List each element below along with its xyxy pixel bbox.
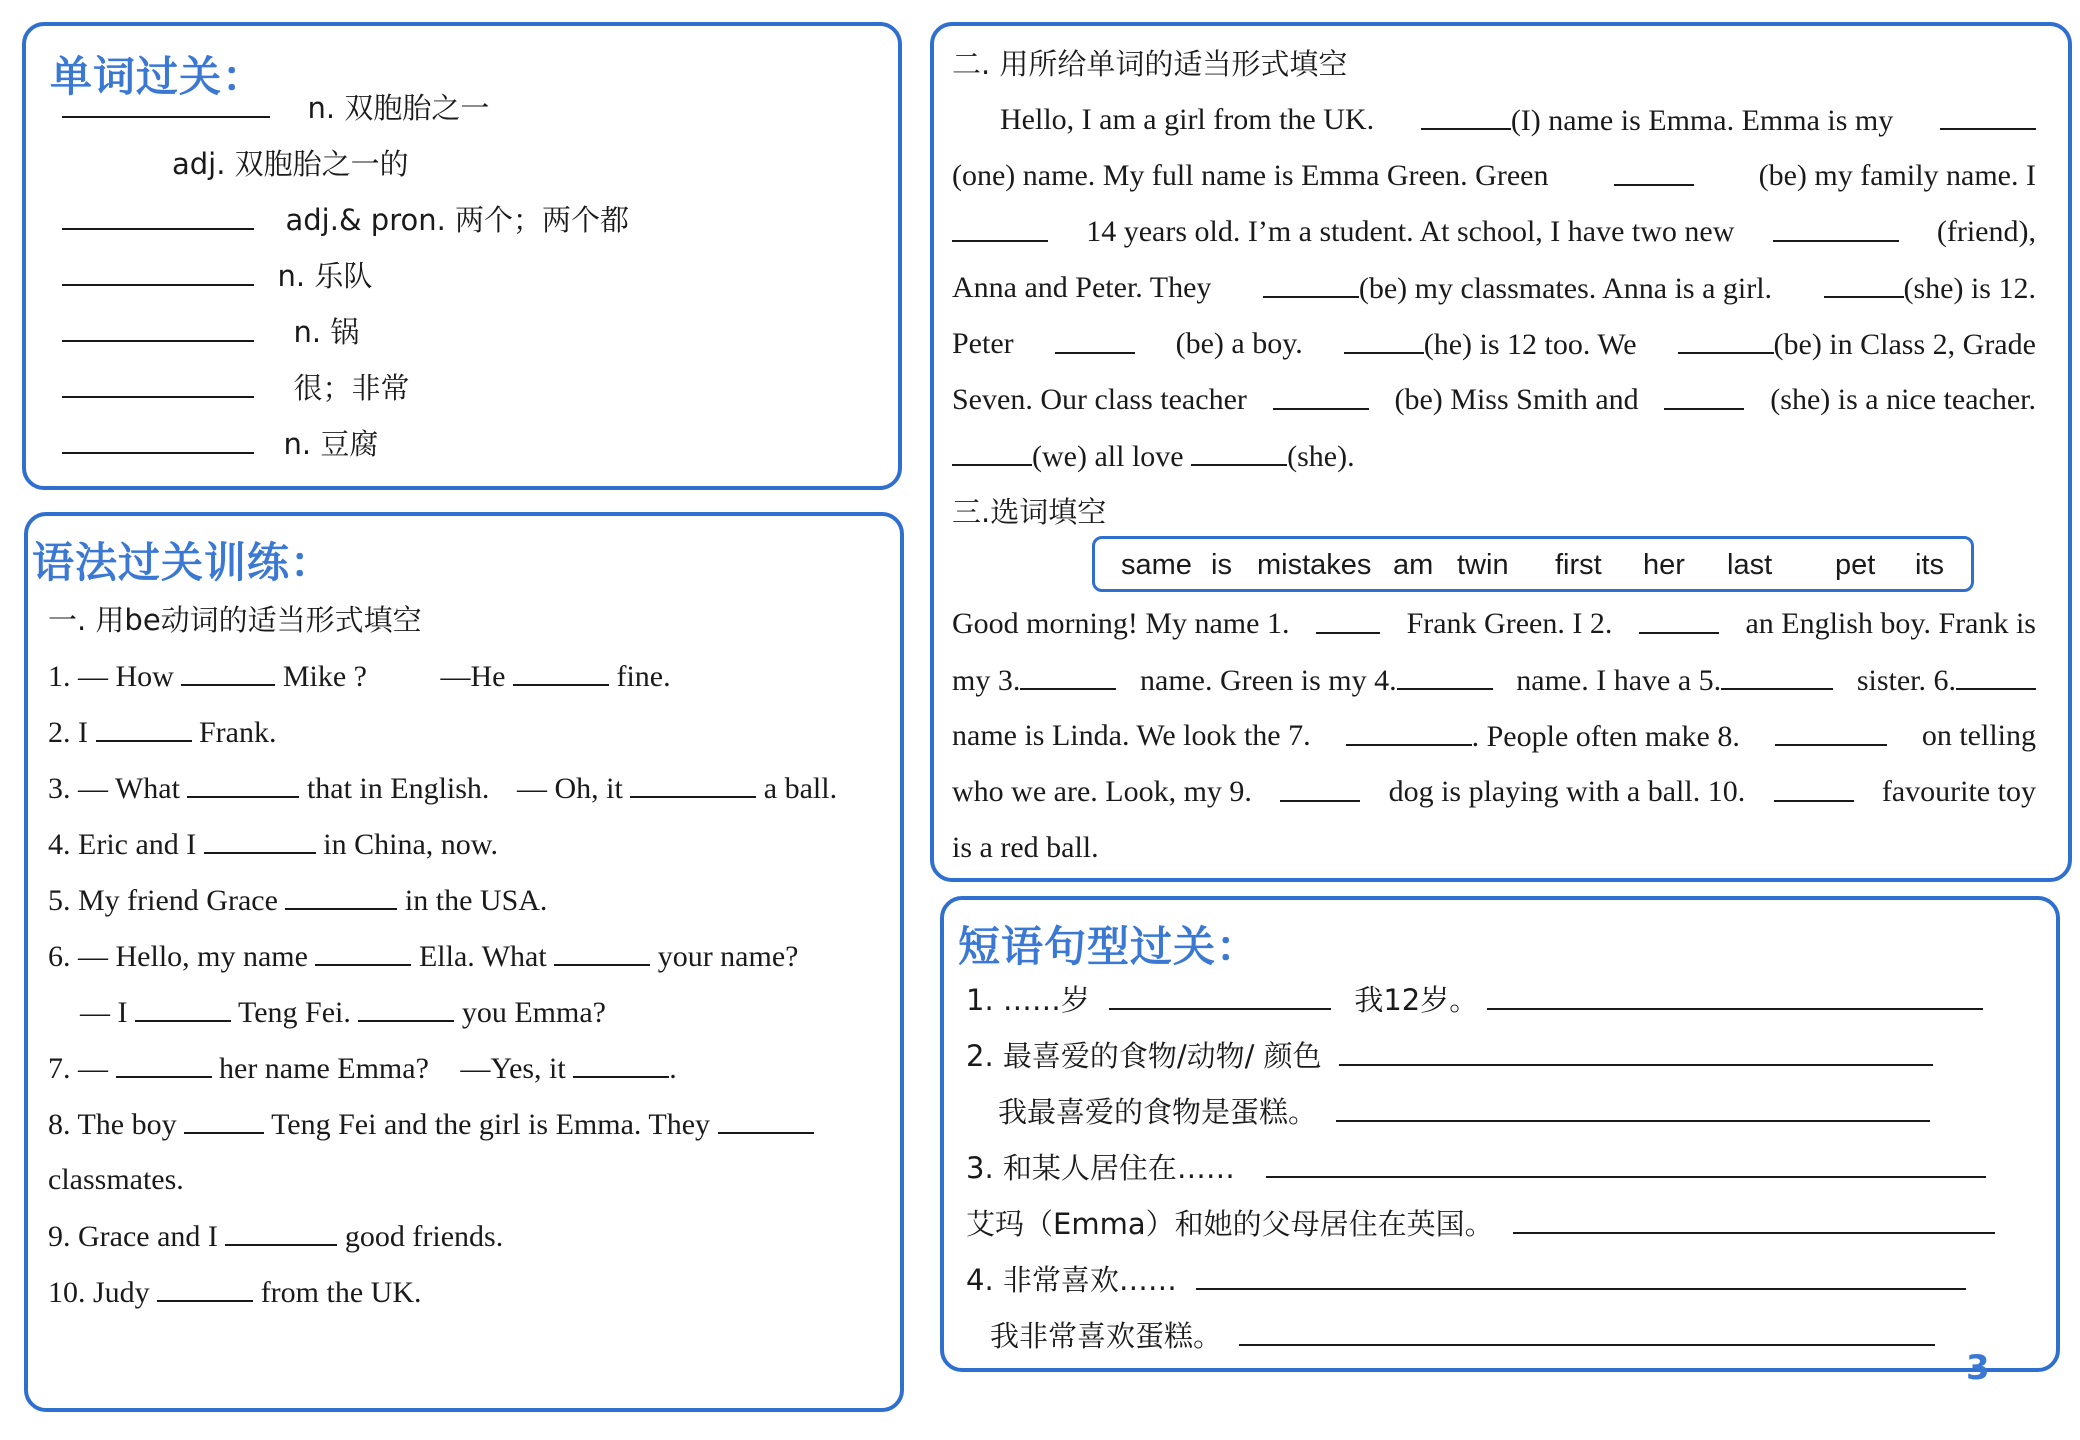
grammar-q4: 4. Eric and I in China, now. <box>48 824 498 865</box>
page-number: 3 <box>1966 1348 1990 1388</box>
phrase-1: 1. ……岁 我12岁。 <box>966 980 1983 1020</box>
answer-blank[interactable] <box>62 424 254 454</box>
vocab-item-6: 很；非常 <box>62 368 410 409</box>
vocab-item-5: n. 锅 <box>62 312 359 353</box>
answer-blank[interactable] <box>62 256 254 286</box>
answer-blank[interactable] <box>285 880 397 910</box>
passage-line-5: Peter (be) a boy. (he) is 12 too. We (be) in Class 2, Grade <box>952 324 2036 365</box>
passage-line-4: Anna and Peter. They (be) my classmates. Anna is a girl. (she) is 12. <box>952 268 2036 309</box>
word-bank-word: am <box>1393 549 1434 581</box>
phrase-4-example: 我非常喜欢蛋糕。 <box>990 1316 1935 1356</box>
answer-blank[interactable] <box>1956 660 2036 690</box>
answer-blank[interactable] <box>62 200 254 230</box>
answer-blank[interactable] <box>573 1048 669 1078</box>
answer-blank[interactable] <box>1346 716 1472 746</box>
answer-blank[interactable] <box>1055 324 1135 354</box>
answer-blank[interactable] <box>184 1104 264 1134</box>
grammar-q1: 1. — How Mike ? —He fine. <box>48 656 671 697</box>
answer-blank[interactable] <box>1263 268 1359 298</box>
answer-blank[interactable] <box>1639 604 1719 634</box>
passage-line-1: Hello, I am a girl from the UK. (I) name is Emma. Emma is my <box>1000 100 2036 141</box>
answer-blank[interactable] <box>1316 604 1380 634</box>
answer-blank[interactable] <box>358 992 454 1022</box>
answer-blank[interactable] <box>1824 268 1904 298</box>
answer-blank[interactable] <box>1191 436 1287 466</box>
answer-blank[interactable] <box>513 656 609 686</box>
grammar-q6: 6. — Hello, my name Ella. What your name? <box>48 936 798 977</box>
answer-blank[interactable] <box>1339 1036 1933 1066</box>
answer-blank[interactable] <box>1273 380 1369 410</box>
answer-blank[interactable] <box>1239 1316 1935 1346</box>
vocab-item-1: n. 双胞胎之一 <box>62 88 489 129</box>
grammar-q8-cont: classmates. <box>48 1163 184 1196</box>
grammar-q2: 2. I Frank. <box>48 712 277 753</box>
grammar-q8: 8. The boy Teng Fei and the girl is Emma. They <box>48 1104 814 1145</box>
phrase-2-example: 我最喜爱的食物是蛋糕。 <box>998 1092 1930 1132</box>
word-bank-word: same <box>1121 549 1192 581</box>
passage-line-7: (we) all love (she). <box>952 436 1355 477</box>
answer-blank[interactable] <box>1397 660 1493 690</box>
answer-blank[interactable] <box>1775 716 1887 746</box>
grammar-q7: 7. — her name Emma? —Yes, it . <box>48 1048 677 1089</box>
answer-blank[interactable] <box>630 768 756 798</box>
answer-blank[interactable] <box>1020 660 1116 690</box>
grammar-q9: 9. Grace and I good friends. <box>48 1216 503 1257</box>
answer-blank[interactable] <box>718 1104 814 1134</box>
cloze-line-4: who we are. Look, my 9. dog is playing with a ball. 10. favourite toy <box>952 772 2036 812</box>
answer-blank[interactable] <box>952 436 1032 466</box>
word-bank-word: is <box>1211 549 1232 581</box>
answer-blank[interactable] <box>62 88 270 118</box>
answer-blank[interactable] <box>1280 772 1360 802</box>
word-bank-word: her <box>1643 549 1685 581</box>
grammar-q6-reply: — I Teng Fei. you Emma? <box>80 992 606 1033</box>
choose-subheading: 三.选词填空 <box>952 495 1107 529</box>
grammar-q3: 3. — What that in English. — Oh, it a ball. <box>48 768 837 809</box>
answer-blank[interactable] <box>1336 1092 1930 1122</box>
cloze-line-3: name is Linda. We look the 7. . People often make 8. on telling <box>952 716 2036 757</box>
word-bank-word: its <box>1915 549 1944 581</box>
answer-blank[interactable] <box>554 936 650 966</box>
answer-blank[interactable] <box>1266 1148 1986 1178</box>
answer-blank[interactable] <box>62 312 254 342</box>
word-bank <box>1092 536 1974 592</box>
answer-blank[interactable] <box>1487 980 1983 1010</box>
answer-blank[interactable] <box>1614 156 1694 186</box>
answer-blank[interactable] <box>315 936 411 966</box>
answer-blank[interactable] <box>62 368 254 398</box>
answer-blank[interactable] <box>116 1048 212 1078</box>
answer-blank[interactable] <box>1344 324 1424 354</box>
grammar-q5: 5. My friend Grace in the USA. <box>48 880 547 921</box>
answer-blank[interactable] <box>1774 772 1854 802</box>
answer-blank[interactable] <box>1773 212 1899 242</box>
answer-blank[interactable] <box>952 212 1048 242</box>
phrase-4: 4. 非常喜欢…… <box>966 1260 1966 1300</box>
phrases-heading: 短语句型过关： <box>958 922 1260 971</box>
passage-line-6: Seven. Our class teacher (be) Miss Smith and (she) is a nice teacher. <box>952 380 2036 420</box>
phrase-2: 2. 最喜爱的食物/动物/ 颜色 <box>966 1036 1933 1076</box>
answer-blank[interactable] <box>204 824 316 854</box>
phrase-3: 3. 和某人居住在…… <box>966 1148 1986 1188</box>
answer-blank[interactable] <box>135 992 231 1022</box>
answer-blank[interactable] <box>225 1216 337 1246</box>
passage-line-3: 14 years old. I’m a student. At school, I have two new (friend), <box>952 212 2036 252</box>
cloze-line-2: my 3. name. Green is my 4. name. I have a 5. sister. 6. <box>952 660 2036 701</box>
answer-blank[interactable] <box>1940 100 2036 130</box>
answer-blank[interactable] <box>1513 1204 1995 1234</box>
grammar-heading: 语法过关训练： <box>32 538 334 587</box>
word-bank-word: twin <box>1457 549 1509 581</box>
vocab-item-7: n. 豆腐 <box>62 424 378 465</box>
answer-blank[interactable] <box>96 712 192 742</box>
answer-blank[interactable] <box>187 768 299 798</box>
answer-blank[interactable] <box>181 656 275 686</box>
word-bank-word: last <box>1727 549 1773 581</box>
passage-line-2: (one) name. My full name is Emma Green. Green (be) my family name. I <box>952 156 2036 196</box>
answer-blank[interactable] <box>157 1272 253 1302</box>
passage-subheading: 二. 用所给单词的适当形式填空 <box>952 47 1348 81</box>
word-bank-word: mistakes <box>1257 549 1372 581</box>
answer-blank[interactable] <box>1664 380 1744 410</box>
answer-blank[interactable] <box>1109 980 1331 1010</box>
cloze-line-5: is a red ball. <box>952 831 1099 864</box>
answer-blank[interactable] <box>1678 324 1774 354</box>
grammar-q10: 10. Judy from the UK. <box>48 1272 421 1313</box>
vocab-heading: 单词过关： <box>50 52 266 101</box>
vocab-item-3: adj.& pron. 两个；两个都 <box>62 200 629 241</box>
vocab-item-2: adj. 双胞胎之一的 <box>172 147 409 181</box>
answer-blank[interactable] <box>1721 660 1833 690</box>
cloze-line-1: Good morning! My name 1. Frank Green. I 2. an English boy. Frank is <box>952 604 2036 644</box>
phrase-3-example: 艾玛（Emma）和她的父母居住在英国。 <box>966 1204 1995 1244</box>
answer-blank[interactable] <box>1421 100 1511 130</box>
grammar-subheading: 一. 用be动词的适当形式填空 <box>48 603 422 637</box>
word-bank-word: first <box>1555 549 1602 581</box>
answer-blank[interactable] <box>1196 1260 1966 1290</box>
word-bank-word: pet <box>1835 549 1876 581</box>
vocab-item-4: n. 乐队 <box>62 256 372 297</box>
